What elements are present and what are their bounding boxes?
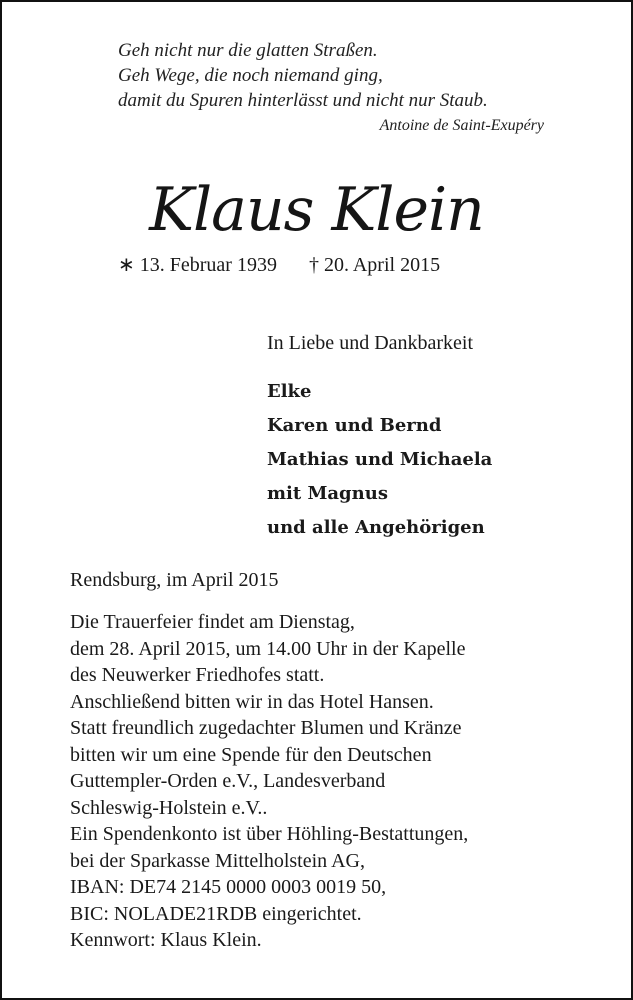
details-line: Anschließend bitten wir in das Hotel Hansen.: [70, 690, 434, 713]
details-line: bei der Sparkasse Mittelholstein AG,: [70, 849, 365, 872]
death-date: † 20. April 2015: [308, 254, 441, 276]
mourner-name: mit Magnus: [267, 483, 388, 504]
details-line: Guttempler-Orden e.V., Landesverband: [70, 770, 386, 792]
mourner-name: und alle Angehörigen: [267, 517, 485, 538]
details-line: Statt freundlich zugedachter Blumen und Kränze: [70, 717, 462, 739]
epigraph-quote: [118, 38, 578, 137]
details-line: Ein Spendenkonto ist über Höhling-Bestattungen,: [70, 823, 469, 845]
details-line: Die Trauerfeier findet am Dienstag,: [70, 611, 355, 633]
details-line: bitten wir um eine Spende für den Deutschen: [70, 743, 432, 766]
deceased-name: Klaus Klein: [149, 175, 484, 245]
quote-line: damit du Spuren hinterlässt und nicht nur Staub.: [118, 90, 488, 111]
details-line: IBAN: DE74 2145 0000 0003 0019 50,: [70, 876, 387, 898]
birth-date: ∗ 13. Februar 1939: [118, 254, 277, 276]
mourners-list: [267, 375, 492, 545]
mourner-name: Elke: [267, 381, 312, 402]
quote-line: Geh Wege, die noch niemand ging,: [118, 65, 383, 86]
details-line: Schleswig-Holstein e.V..: [70, 796, 268, 819]
details-line: des Neuwerker Friedhofes statt.: [70, 664, 325, 686]
details-line: Kennwort: Klaus Klein.: [70, 929, 262, 951]
life-dates: [118, 252, 518, 278]
dedication-line: In Liebe und Dankbarkeit: [267, 332, 474, 354]
place-and-date: Rendsburg, im April 2015: [70, 569, 279, 591]
mourner-name: Mathias und Michaela: [267, 449, 493, 470]
quote-line: Geh nicht nur die glatten Straßen.: [118, 40, 378, 61]
mourner-name: Karen und Bernd: [267, 415, 442, 436]
funeral-details: [70, 609, 610, 954]
details-line: dem 28. April 2015, um 14.00 Uhr in der Kapelle: [70, 637, 466, 660]
details-line: BIC: NOLADE21RDB eingerichtet.: [70, 902, 362, 925]
quote-author: Antoine de Saint-Exupéry: [379, 117, 544, 134]
